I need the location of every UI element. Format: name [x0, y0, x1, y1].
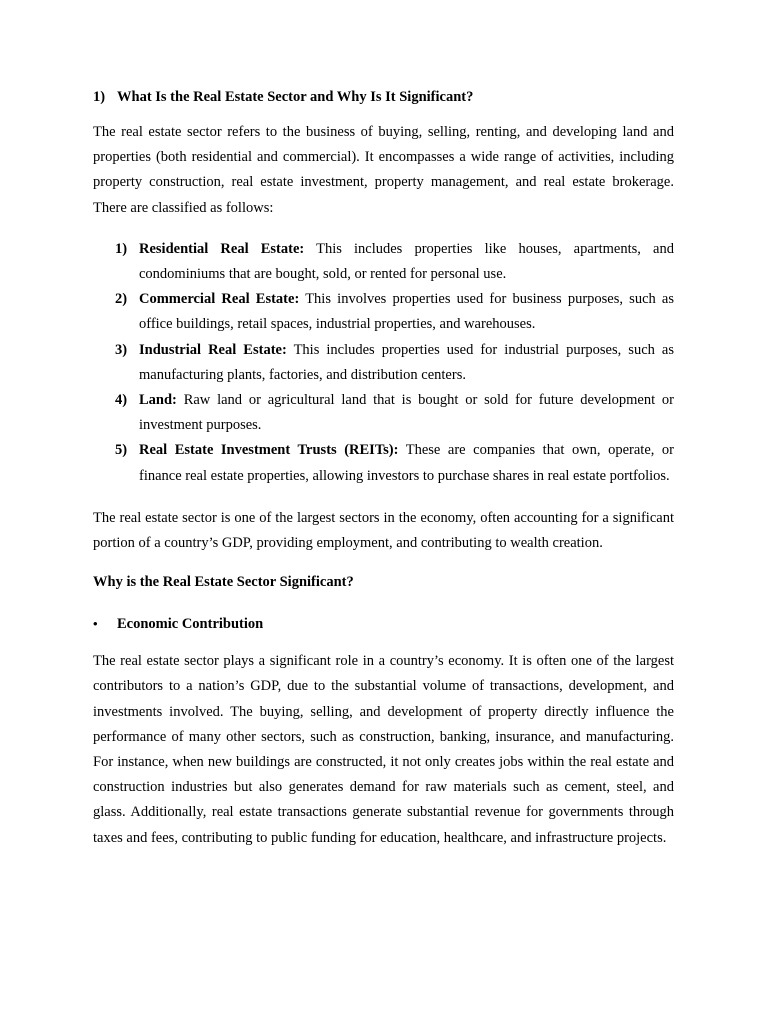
list-item-text: Raw land or agricultural land that is bought or sold for future development or investment purposes.	[139, 392, 674, 434]
list-item-text: This includes properties used for industrial purposes, such as manufacturing plants, factories, and distribution centers.	[139, 341, 674, 383]
point-title: Economic Contribution	[117, 616, 264, 633]
economic-contribution-paragraph: The real estate sector plays a significant role in a country’s economy. It is often one of the largest contributors to a nation’s GDP, due to the substantial volume of transactions, development, and investments involved. The buying, selling, and development of property directly influence the performance of many other sectors, such as construction, banking, insurance, and manufacturing. For instance, when new buildings are constructed, it not only creates jobs within the real estate and construction industries but also generates demand for raw materials such as cement, steel, and glass. Additionally, real estate transactions generate substantial revenue for governments through taxes and fees, contributing to public funding for education, healthcare, and infrastructure projects.	[93, 653, 674, 846]
list-marker: 3)	[115, 341, 128, 358]
list-item	[93, 287, 674, 337]
list-marker: 4)	[115, 392, 128, 409]
list-marker: 2)	[115, 291, 128, 308]
list-item	[93, 438, 674, 488]
list-item-content	[139, 438, 674, 488]
list-item	[93, 388, 674, 438]
list-item	[93, 338, 674, 388]
list-item-term: Land:	[139, 392, 177, 409]
list-item-content	[139, 237, 674, 287]
list-marker: 1)	[115, 240, 128, 257]
bullet-icon: •	[93, 616, 98, 632]
section-heading	[93, 87, 674, 107]
list-item-term: Real Estate Investment Trusts (REITs):	[139, 442, 399, 459]
list-item-term: Commercial Real Estate:	[139, 291, 300, 308]
intro-paragraph: The real estate sector refers to the business of buying, selling, renting, and developing land and properties (both residential and commercial). It encompasses a wide range of activities, including property construction, real estate investment, property management, and real estate brokerage. There are classified as follows:	[93, 124, 674, 216]
real-estate-types-list	[93, 237, 674, 489]
summary-paragraph: The real estate sector is one of the largest sectors in the economy, often accounting for a significant portion of a country’s GDP, providing employment, and contributing to wealth creation.	[93, 509, 674, 552]
list-marker: 5)	[115, 442, 128, 459]
list-item-term: Residential Real Estate:	[139, 240, 305, 257]
list-item-text: This involves properties used for business purposes, such as office buildings, retail spaces, industrial properties, and warehouses.	[139, 291, 675, 333]
significance-heading: Why is the Real Estate Sector Significant?	[93, 574, 354, 591]
list-item-content	[139, 338, 674, 388]
list-item-content	[139, 388, 674, 438]
list-item-text: This includes properties like houses, apartments, and condominiums that are bought, sold, or rented for personal use.	[139, 240, 674, 283]
section-title: What Is the Real Estate Sector and Why Is It Significant?	[117, 89, 474, 105]
list-item-term: Industrial Real Estate:	[139, 341, 287, 358]
list-item-text: These are companies that own, operate, or finance real estate properties, allowing investors to purchase shares in real estate portfolios.	[139, 442, 674, 484]
list-item-content	[139, 287, 674, 337]
section-number: 1)	[93, 89, 106, 105]
point-heading	[93, 614, 674, 634]
list-item	[93, 237, 674, 287]
